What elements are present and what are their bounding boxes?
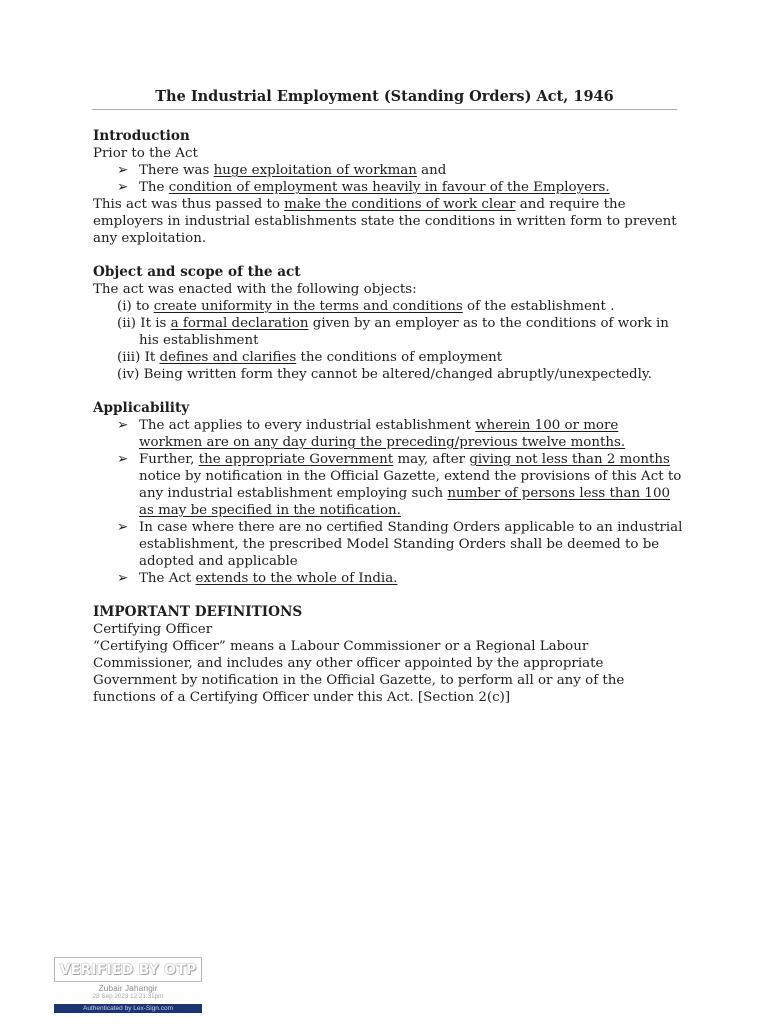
arrow-bullet-icon: ➢ <box>117 418 129 433</box>
object-item-2: (ii) It is a formal declaration given by an employer as to the conditions of work in his establishment <box>117 316 669 348</box>
object-item-3: (iii) It defines and clarifies the conditions of employment <box>117 350 503 365</box>
introduction-heading: Introduction <box>93 128 190 144</box>
applicability-bullet-1: ➢ The act applies to every industrial establishment wherein 100 or more workmen are on any day during the preceding/previous twelve months. <box>117 418 626 450</box>
applicability-bullet-3: ➢ In case where there are no certified Standing Orders applicable to an industrial establishment, the prescribed Model Standing Orders shall be deemed to be adopted and applicable <box>117 520 683 569</box>
applicability-heading: Applicability <box>93 400 190 416</box>
object-item-1: (i) to create uniformity in the terms and conditions of the establishment . <box>117 299 615 314</box>
object-scope-heading: Object and scope of the act <box>93 264 301 280</box>
document-title: The Industrial Employment (Standing Orders) Act, 1946 <box>155 88 614 105</box>
signer-name: Zubair Jahangir <box>98 983 158 993</box>
document-body <box>93 128 683 706</box>
applicability-bullet-2: ➢ Further, the appropriate Government may, after giving not less than 2 months notice by notification in the Official Gazette, extend the provisions of this Act to any industrial establishment employing such number of persons less than 100 as may be specified in the notification. <box>117 452 682 518</box>
title-underline-rule <box>92 109 677 110</box>
authentication-bar: Authenticated by Lex-Sign.com <box>54 1004 202 1013</box>
verified-stamp-box <box>54 957 202 982</box>
arrow-bullet-icon: ➢ <box>117 180 129 195</box>
intro-paragraph: This act was thus passed to make the conditions of work clear and require the employers in industrial establishments state the conditions in written form to prevent any exploitation. <box>93 197 677 246</box>
arrow-bullet-icon: ➢ <box>117 163 129 178</box>
certifying-officer-term: Certifying Officer <box>93 622 213 637</box>
signature-timestamp: 28 Sep 2023 12:21:31pm <box>92 993 164 1000</box>
certifying-officer-definition: “Certifying Officer” means a Labour Commissioner or a Regional Labour Commissioner, and includes any other officer appointed by the appropriate Government by notification in the Official Gazette, to perform all or any of the functions of a Certifying Officer under this Act. [Section 2(c)] <box>93 639 625 705</box>
arrow-bullet-icon: ➢ <box>117 520 129 535</box>
intro-bullet-1: ➢ There was huge exploitation of workman and <box>117 163 447 178</box>
arrow-bullet-icon: ➢ <box>117 452 129 467</box>
definitions-heading: IMPORTANT DEFINITIONS <box>93 604 303 620</box>
otp-verification-stamp <box>54 957 202 1014</box>
prior-to-act-text: Prior to the Act <box>93 146 198 161</box>
arrow-bullet-icon: ➢ <box>117 571 129 586</box>
object-lead-text: The act was enacted with the following objects: <box>93 282 417 297</box>
applicability-bullet-4: ➢ The Act extends to the whole of India. <box>117 571 398 586</box>
verified-by-otp-label: VERIFIED BY OTP <box>59 961 197 978</box>
object-item-4: (iv) Being written form they cannot be altered/changed abruptly/unexpectedly. <box>117 367 652 382</box>
intro-bullet-2: ➢ The condition of employment was heavily in favour of the Employers. <box>117 180 610 195</box>
